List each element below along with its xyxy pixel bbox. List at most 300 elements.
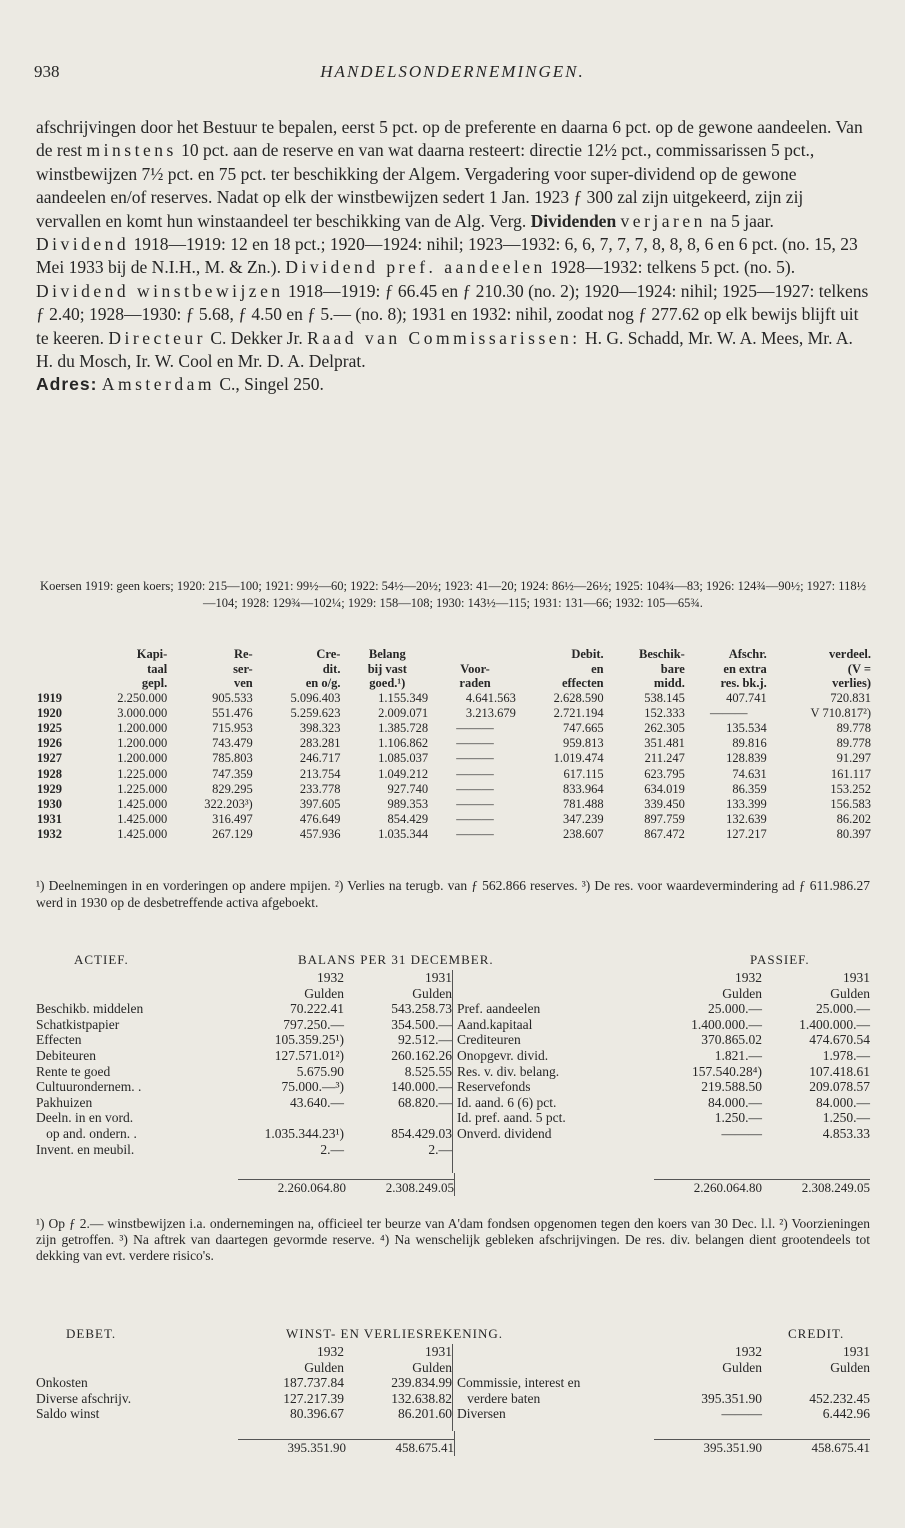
actief-column <box>36 1001 453 1173</box>
dividend-pref-label: Dividend pref. aandeelen <box>285 257 546 278</box>
row-year: 1928 <box>37 766 62 781</box>
currency-header: Gulden <box>304 985 344 1001</box>
item-label: Commissie, interest en <box>457 1375 581 1391</box>
item-label: Crediteuren <box>457 1032 521 1048</box>
item-label: Invent. en meubil. <box>36 1141 135 1157</box>
table-cell: 3.213.679 <box>465 705 516 720</box>
list-item <box>36 1391 452 1407</box>
table-cell: 339.450 <box>644 796 685 811</box>
item-value-1931: 140.000.— <box>391 1079 452 1095</box>
dividend-label: Dividend <box>36 234 130 255</box>
table-cell: 161.117 <box>830 766 871 781</box>
item-label: Saldo winst <box>36 1406 100 1422</box>
table-cell: 156.583 <box>830 796 871 811</box>
item-value-1931 <box>344 1110 452 1126</box>
list-item <box>457 1048 870 1064</box>
balance-year-headers <box>36 970 870 1001</box>
list-item <box>36 1048 452 1064</box>
pl-year-headers <box>36 1344 870 1375</box>
item-value-1932: 5.675.90 <box>296 1063 344 1079</box>
item-value-1932: 84.000.— <box>708 1094 762 1110</box>
table-cell: 86.359 <box>732 781 767 796</box>
year-header: 1932 <box>735 1344 762 1359</box>
total-value: 2.260.064.80 <box>238 1179 346 1196</box>
row-year: 1926 <box>37 736 62 751</box>
koersen-text: Koersen 1919: geen koers; 1920: 215—100; 1921: 99½—60; 1922: 54½—20½; 1923: 41—20; 1924: 86½—26½; 1925: 104¾—83; 1926: 124¾—90½; 1927: 118½—104; 1928: 129¾—102¼; 1929: 158—108; 1930: 143½—115; 1931: 131—66; 1932: 105—65¾. <box>40 579 866 610</box>
list-item <box>36 1079 452 1095</box>
list-item <box>457 1079 870 1095</box>
table-cell: 720.831 <box>830 690 871 705</box>
list-item <box>36 1032 452 1048</box>
stats-header-cell: Beschik- <box>638 647 685 661</box>
stats-header-cell: ven <box>233 676 253 690</box>
currency-header: Gulden <box>412 985 452 1001</box>
table-cell: 213.754 <box>299 766 341 781</box>
currency-header: Gulden <box>412 1359 452 1375</box>
pl-rows <box>36 1375 870 1431</box>
item-label: Reservefonds <box>457 1079 531 1095</box>
item-value-1931: 209.078.57 <box>809 1079 870 1095</box>
list-item <box>36 1110 452 1126</box>
table-cell: 1.035.344 <box>378 827 429 842</box>
table-cell: ——— <box>456 736 494 751</box>
table-cell: ——— <box>710 705 748 720</box>
table-cell: 897.759 <box>644 812 685 827</box>
table-cell: 781.488 <box>562 796 604 811</box>
table-cell: V 710.817²) <box>810 705 871 720</box>
dividenden-label: Dividenden <box>530 210 617 231</box>
item-value-1932: 1.821.— <box>714 1047 762 1063</box>
total-value: 458.675.41 <box>762 1439 870 1456</box>
item-label: Res. v. div. belang. <box>457 1063 560 1079</box>
item-label: Onkosten <box>36 1375 88 1391</box>
table-cell: 397.605 <box>299 796 341 811</box>
table-cell: 86.202 <box>836 812 871 827</box>
list-item <box>457 1110 870 1126</box>
pl-title: WINST- EN VERLIESREKENING. <box>286 1326 504 1341</box>
item-value-1932: 219.588.50 <box>701 1079 762 1095</box>
stats-header-cell: verlies) <box>832 676 871 690</box>
list-item <box>36 1064 452 1080</box>
adres-label: Adres: <box>36 374 98 395</box>
item-value-1931: 1.978.— <box>822 1047 870 1063</box>
item-value-1932 <box>236 1110 344 1126</box>
list-item <box>36 1017 452 1033</box>
passief-year-header <box>453 970 870 1001</box>
table-cell: 91.297 <box>836 751 871 766</box>
intro-p2: 10 pct. aan de reserve en van wat daarna resteert: directie 12½ pct., commissarissen 5 pct., winstbewijzen 7½ pct. en 75 pct. ter beschikking der Algem. Vergadering voor super-dividend op de gewone aandeelen en/of reserves. Nadat op elk der winstbewijzen sedert 1 Jan. 1923 ƒ 300 zal zijn uitgekeerd, zijn zij vervallen en komt hun winstaandeel ter beschikking van de Alg. Verg. <box>36 140 815 231</box>
list-item <box>36 1142 452 1158</box>
adres-city: Amsterdam <box>101 374 215 395</box>
running-title: HANDELSONDERNEMINGEN. <box>320 62 585 81</box>
stats-header-cell: en o/g. <box>305 676 341 690</box>
table-cell: 551.476 <box>212 705 253 720</box>
stats-header-cell: en <box>591 661 604 676</box>
item-value-1932: ——— <box>721 1406 762 1422</box>
currency-header: Gulden <box>722 1359 762 1375</box>
item-label: Pref. aandeelen <box>457 1001 541 1017</box>
item-value-1932: 70.222.41 <box>290 1001 344 1017</box>
table-row <box>34 736 874 751</box>
table-cell: 74.631 <box>732 766 767 781</box>
stats-header-cell: verdeel. <box>829 647 871 661</box>
item-value-1932: 43.640.— <box>290 1094 344 1110</box>
item-value-1931: 354.500.— <box>391 1016 452 1032</box>
item-value-1931: 68.820.— <box>398 1094 452 1110</box>
table-cell: 135.534 <box>726 720 767 735</box>
actief-year-header <box>36 970 453 1001</box>
table-cell: 4.641.563 <box>465 690 516 705</box>
item-value-1931: 107.418.61 <box>809 1063 870 1079</box>
stats-header-cell: (V = <box>847 661 871 676</box>
total-value: 395.351.90 <box>238 1439 346 1456</box>
table-row <box>34 691 874 706</box>
balance-totals <box>36 1173 870 1196</box>
item-value-1931: 4.853.33 <box>822 1125 870 1141</box>
adres-line <box>36 373 870 396</box>
table-cell: 959.813 <box>562 736 604 751</box>
item-value-1932: 127.217.39 <box>283 1390 344 1406</box>
year-header: 1932 <box>735 970 762 985</box>
table-cell: ——— <box>456 827 494 842</box>
table-cell: 634.019 <box>644 781 685 796</box>
stats-header-cell: effecten <box>561 676 604 690</box>
adres-rest: C., Singel 250. <box>214 374 324 395</box>
item-label: Id. aand. 6 (6) pct. <box>457 1094 557 1110</box>
table-cell: 927.740 <box>387 781 429 796</box>
table-cell: ——— <box>456 720 494 735</box>
table-cell: 747.359 <box>212 766 253 781</box>
item-value-1931: 132.638.82 <box>391 1390 452 1406</box>
intro-p4: 1918—1919: 12 en 18 pct.; 1920—1924: nihil; 1923—1932: 6, 6, 7, 7, 7, 8, 8, 8, 6 en 6 pct. (no. 15, 23 Mei 1933 bij de N.I.H., M. & Zn.). <box>36 234 858 278</box>
table-cell: 153.252 <box>830 781 871 796</box>
table-row <box>34 767 874 782</box>
table-cell: 1.425.000 <box>117 827 168 842</box>
table-row <box>34 812 874 827</box>
list-item <box>457 1032 870 1048</box>
item-value-1931: 84.000.— <box>816 1094 870 1110</box>
currency-header: Gulden <box>722 985 762 1001</box>
item-value-1931: 25.000.— <box>816 1001 870 1017</box>
debet-title: DEBET. <box>66 1326 117 1341</box>
passief-column <box>453 1001 870 1173</box>
item-label: Aand.kapitaal <box>457 1016 533 1032</box>
year-header: 1931 <box>843 1344 870 1359</box>
row-year: 1920 <box>37 705 62 720</box>
intro-p3: na 5 jaar. <box>705 210 774 231</box>
passief-total <box>455 1173 870 1196</box>
year-header: 1931 <box>425 1344 452 1359</box>
item-label: Diverse afschrijv. <box>36 1390 132 1406</box>
table-cell: 1.200.000 <box>117 720 168 735</box>
table-cell: 2.250.000 <box>117 690 168 705</box>
table-row <box>34 797 874 812</box>
table-cell: 538.145 <box>644 690 685 705</box>
item-value-1932: 157.540.28⁴) <box>692 1063 762 1079</box>
table-cell: 233.778 <box>299 781 341 796</box>
table-cell: 3.000.000 <box>117 705 168 720</box>
table-cell: 5.259.623 <box>290 705 341 720</box>
intro-p1: afschrijvingen door het Bestuur te bepalen, eerst 5 pct. op de preferente en daarna 6 pct. op de gewone aandeelen. Van de rest <box>36 117 863 161</box>
item-label: Cultuurondernem. . <box>36 1079 142 1095</box>
balance-title: BALANS PER 31 DECEMBER. <box>298 952 494 967</box>
table-cell: 623.795 <box>644 766 685 781</box>
item-value-1932: 370.865.02 <box>701 1032 762 1048</box>
footnote-statistics: ¹) Deelnemingen in en vorderingen op andere mpijen. ²) Verlies na terugb. van ƒ 562.866 reserves. ³) De res. voor waardevermindering ad ƒ 611.986.27 werd in 1930 op de desbetreffende activa afgeboekt. <box>36 878 870 910</box>
item-value-1932: 75.000.—³) <box>281 1079 344 1095</box>
table-cell: 457.936 <box>299 827 341 842</box>
item-value-1932: 80.396.67 <box>290 1406 344 1422</box>
list-item <box>457 1001 870 1017</box>
intro-p6: 1918—1919: ƒ 66.45 en ƒ 210.30 (no. 2); 1920—1924: nihil; 1925—1927: telkens ƒ 2.40; 1928—1930: ƒ 5.68, ƒ 4.50 en ƒ 5.— (no. 8); 1931 en 1932: nihil, zoodat nog ƒ 277.62 op elk bewijs blijft uit te keeren. <box>36 280 869 348</box>
table-cell: 128.839 <box>726 751 767 766</box>
item-value-1931: 92.512.— <box>398 1032 452 1048</box>
item-label: Onverd. dividend <box>457 1125 552 1141</box>
list-item <box>457 1095 870 1111</box>
item-value-1932: ——— <box>721 1125 762 1141</box>
table-row <box>34 827 874 842</box>
stats-header-cell: raden <box>459 676 491 690</box>
table-cell: 1.200.000 <box>117 736 168 751</box>
item-label: Effecten <box>36 1032 82 1048</box>
row-year: 1929 <box>37 781 62 796</box>
stats-header-cell: taal <box>147 661 168 676</box>
stats-header-cell <box>34 647 83 662</box>
table-cell: 152.333 <box>644 705 685 720</box>
item-value-1931: 1.250.— <box>822 1110 870 1126</box>
item-value-1931: 474.670.54 <box>809 1032 870 1048</box>
table-row <box>34 721 874 736</box>
table-cell: ——— <box>456 812 494 827</box>
year-header: 1931 <box>843 970 870 985</box>
balance-sheet <box>36 952 870 1196</box>
table-cell: 1.106.862 <box>378 736 429 751</box>
item-value-1931: 260.162.26 <box>391 1047 452 1063</box>
list-item <box>36 1406 452 1422</box>
credit-column <box>453 1375 870 1431</box>
profit-loss-account <box>36 1326 870 1456</box>
table-cell: 89.816 <box>732 736 767 751</box>
list-item <box>36 1126 452 1142</box>
table-cell: 316.497 <box>212 812 253 827</box>
list-item <box>457 1406 870 1422</box>
intro-paragraph <box>36 116 870 373</box>
stats-header-cell <box>34 662 83 677</box>
currency-header: Gulden <box>830 985 870 1001</box>
table-cell: 347.239 <box>562 812 604 827</box>
table-cell: 617.115 <box>563 766 604 781</box>
table-cell: 267.129 <box>212 827 253 842</box>
item-value-1932: 25.000.— <box>708 1001 762 1017</box>
stats-header-cell: Cre- <box>316 647 341 661</box>
table-cell: 2.721.194 <box>553 705 604 720</box>
total-value: 458.675.41 <box>346 1439 454 1456</box>
stats-header-cell: ser- <box>233 661 253 676</box>
table-cell: 833.964 <box>562 781 604 796</box>
table-cell: 132.639 <box>726 812 767 827</box>
minstens-word: minstens <box>86 140 177 161</box>
stats-header-cell: Debit. <box>571 647 604 661</box>
item-label: Beschikb. middelen <box>36 1001 144 1017</box>
table-cell: 829.295 <box>212 781 253 796</box>
item-value-1931: 452.232.45 <box>809 1390 870 1406</box>
stats-header-cell: midd. <box>653 676 685 690</box>
item-value-1932 <box>654 1375 762 1391</box>
table-cell: ——— <box>456 796 494 811</box>
year-header: 1931 <box>425 970 452 985</box>
table-cell: 262.305 <box>644 720 685 735</box>
table-cell: 1.049.212 <box>378 766 429 781</box>
table-cell: 2.628.590 <box>553 690 604 705</box>
item-value-1932: 1.035.344.23¹) <box>264 1125 344 1141</box>
debet-total <box>36 1431 455 1456</box>
row-year: 1931 <box>37 812 62 827</box>
page-header <box>34 62 871 92</box>
table-cell: 80.397 <box>836 827 871 842</box>
table-cell: 1.019.474 <box>553 751 604 766</box>
item-value-1931 <box>762 1375 870 1391</box>
stats-header-cell <box>431 647 519 662</box>
intro-text <box>36 116 870 397</box>
item-value-1932: 395.351.90 <box>701 1390 762 1406</box>
item-value-1931: 8.525.55 <box>404 1063 452 1079</box>
table-row <box>34 706 874 721</box>
table-cell: 1.425.000 <box>117 812 168 827</box>
list-item <box>457 1064 870 1080</box>
stats-header-row <box>34 647 874 662</box>
table-cell: ——— <box>456 751 494 766</box>
stats-header-cell: Re- <box>233 647 253 661</box>
stats-header-cell: Voor- <box>460 661 490 676</box>
stats-header-cell: goed.¹) <box>369 676 406 690</box>
statistics-table <box>34 647 874 843</box>
table-cell: ——— <box>456 781 494 796</box>
item-label: Pakhuizen <box>36 1094 93 1110</box>
balance-rows <box>36 1001 870 1173</box>
list-item <box>36 1001 452 1017</box>
table-cell: 407.741 <box>726 690 767 705</box>
table-cell: 1.225.000 <box>117 781 168 796</box>
table-cell: 1.085.037 <box>378 751 429 766</box>
item-value-1932: 797.250.— <box>283 1016 344 1032</box>
table-cell: 5.096.403 <box>290 690 341 705</box>
passief-title: PASSIEF. <box>750 952 810 967</box>
item-value-1932: 2.— <box>320 1141 344 1157</box>
verjaren-word: verjaren <box>620 210 706 231</box>
actief-title: ACTIEF. <box>74 952 129 967</box>
list-item <box>36 1095 452 1111</box>
table-row <box>34 782 874 797</box>
table-cell: 743.479 <box>212 736 253 751</box>
total-value: 395.351.90 <box>654 1439 762 1456</box>
intro-p7: C. Dekker Jr. <box>205 327 308 348</box>
table-cell: 989.353 <box>387 796 429 811</box>
table-cell: 238.607 <box>562 827 604 842</box>
table-cell: 351.481 <box>644 736 685 751</box>
table-cell: 1.225.000 <box>117 766 168 781</box>
stats-header-cell: en extra <box>723 661 767 676</box>
stats-header-cell: gepl. <box>141 676 168 690</box>
stats-header-cell: Afschr. <box>728 647 767 661</box>
debet-year-header <box>36 1344 453 1375</box>
stats-header-cell: bij vast <box>367 661 407 676</box>
currency-header: Gulden <box>830 1359 870 1375</box>
footnote-balance: ¹) Op ƒ 2.— winstbewijzen i.a. ondernemingen na, officieel ter beurze van A'dam fondsen opgenomen tegen den koers van 30 Dec. l.l. ²) Voorzieningen zijn getroffen. ³) Na aftrek van daartegen gevormde reserve. ⁴) Na wenschelijk gebleken afschrijvingen. De res. div. belangen dient grootendeels tot dekking van evt. verdere risico's. <box>36 1216 870 1263</box>
debet-column <box>36 1375 453 1431</box>
stats-header-cell: res. bk.j. <box>720 676 767 690</box>
stats-header-row <box>34 662 874 677</box>
year-header: 1932 <box>317 970 344 985</box>
stats-header-cell: bare <box>660 661 685 676</box>
item-value-1932: 1.250.— <box>714 1110 762 1126</box>
item-label: Rente te goed <box>36 1063 111 1079</box>
list-item <box>457 1126 870 1142</box>
credit-year-header <box>453 1344 870 1375</box>
item-label: op and. ondern. . <box>36 1125 137 1141</box>
item-value-1931: 543.258.73 <box>391 1001 452 1017</box>
table-cell: 398.323 <box>299 720 341 735</box>
credit-total <box>455 1431 870 1456</box>
table-cell: 1.385.728 <box>378 720 429 735</box>
list-item <box>457 1391 870 1407</box>
table-cell: 905.533 <box>212 690 253 705</box>
item-value-1931: 1.400.000.— <box>799 1016 870 1032</box>
intro-p5: 1928—1932: telkens 5 pct. (no. 5). <box>545 257 796 278</box>
table-cell: 1.155.349 <box>378 690 429 705</box>
table-cell: 867.472 <box>644 827 685 842</box>
item-value-1931: 854.429.03 <box>391 1125 452 1141</box>
list-item <box>457 1375 870 1391</box>
item-label: Onopgevr. divid. <box>457 1047 549 1063</box>
item-label: Schatkistpapier <box>36 1016 120 1032</box>
item-value-1931: 239.834.99 <box>391 1375 452 1391</box>
total-value: 2.308.249.05 <box>346 1179 454 1196</box>
intro-p8: H. G. Schadd, Mr. W. A. Mees, Mr. A. H. du Mosch, Ir. W. Cool en Mr. D. A. Delprat. <box>36 327 853 372</box>
item-value-1931: 2.— <box>428 1141 452 1157</box>
table-cell: 715.953 <box>212 720 253 735</box>
item-label: verdere baten <box>457 1390 541 1406</box>
item-value-1932: 105.359.25¹) <box>274 1032 344 1048</box>
stats-header-cell: Belang <box>368 647 406 661</box>
table-cell: 2.009.071 <box>378 705 429 720</box>
actief-total <box>36 1173 455 1196</box>
table-cell: 785.803 <box>212 751 253 766</box>
table-cell: 246.717 <box>299 751 341 766</box>
item-value-1932: 187.737.84 <box>283 1375 344 1391</box>
currency-header: Gulden <box>304 1359 344 1375</box>
item-label: Deeln. in en vord. <box>36 1110 134 1126</box>
item-value-1931: 6.442.96 <box>822 1406 870 1422</box>
item-value-1932: 127.571.01²) <box>274 1047 344 1063</box>
table-cell: 127.217 <box>726 827 767 842</box>
list-item <box>457 1017 870 1033</box>
table-cell: 1.425.000 <box>117 796 168 811</box>
item-value-1931: 86.201.60 <box>398 1406 452 1422</box>
item-label: Debiteuren <box>36 1047 96 1063</box>
item-label: Diversen <box>457 1406 506 1422</box>
stats-header-cell: Kapi- <box>136 647 168 661</box>
row-year: 1932 <box>37 827 62 842</box>
credit-title: CREDIT. <box>788 1326 845 1341</box>
list-item <box>36 1375 452 1391</box>
row-year: 1927 <box>37 751 62 766</box>
raad-label: Raad van Commissarissen: <box>307 327 581 348</box>
item-label: Id. pref. aand. 5 pct. <box>457 1110 566 1126</box>
table-row <box>34 751 874 766</box>
table-cell: ——— <box>456 766 494 781</box>
table-cell: 283.281 <box>299 736 341 751</box>
balance-titles <box>36 952 870 970</box>
